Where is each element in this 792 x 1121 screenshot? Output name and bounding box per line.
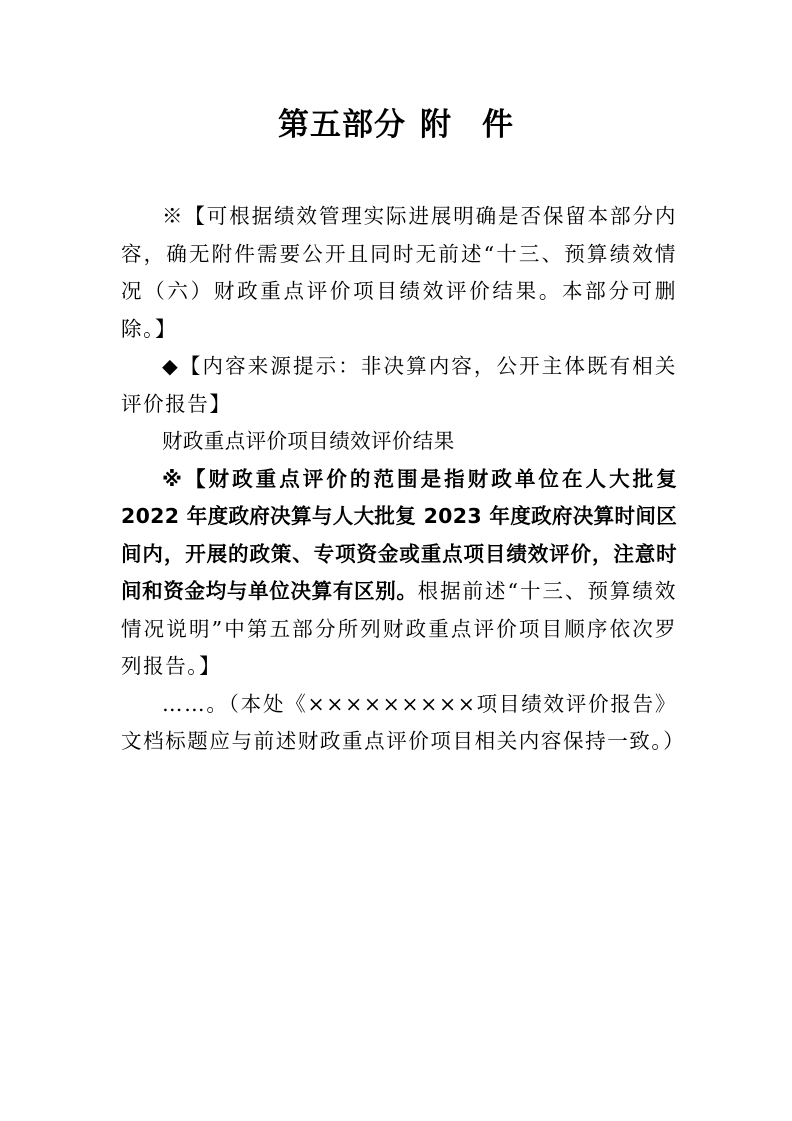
title-part: 第五部分 <box>278 107 406 143</box>
scope-note-normal: 根据前述“十三、预算绩效情况说明”中第五部分所列财政重点评价项目顺序依次罗列报告。】 <box>121 579 678 678</box>
closing-paragraph: ……。（本处《×××××××××项目绩效评价报告》文档标题应与前述财政重点评价项目相关内容保持一致。） <box>121 691 686 753</box>
scope-note-paragraph <box>121 461 677 686</box>
title-word-1: 附 <box>420 107 452 143</box>
page-title <box>0 103 792 147</box>
title-word-2: 件 <box>482 107 514 143</box>
retention-note-paragraph: ※【可根据绩效管理实际进展明确是否保留本部分内容，确无附件需要公开且同时无前述“十三、预算绩效情况（六）财政重点评价项目绩效评价结果。本部分可删除。】 <box>121 204 677 341</box>
section-subheading: 财政重点评价项目绩效评价结果 <box>162 429 455 453</box>
scope-note-bold: ※【财政重点评价的范围是指财政单位在人大批复 2022 年度政府决算与人大批复 2023 年度政府决算时间区间内，开展的政策、专项资金或重点项目绩效评价，注意时间和资金均与单位决算有区别。 <box>121 466 677 603</box>
source-hint-paragraph: ◆【内容来源提示：非决算内容，公开主体既有相关评价报告】 <box>121 354 677 416</box>
document-body <box>121 198 686 761</box>
